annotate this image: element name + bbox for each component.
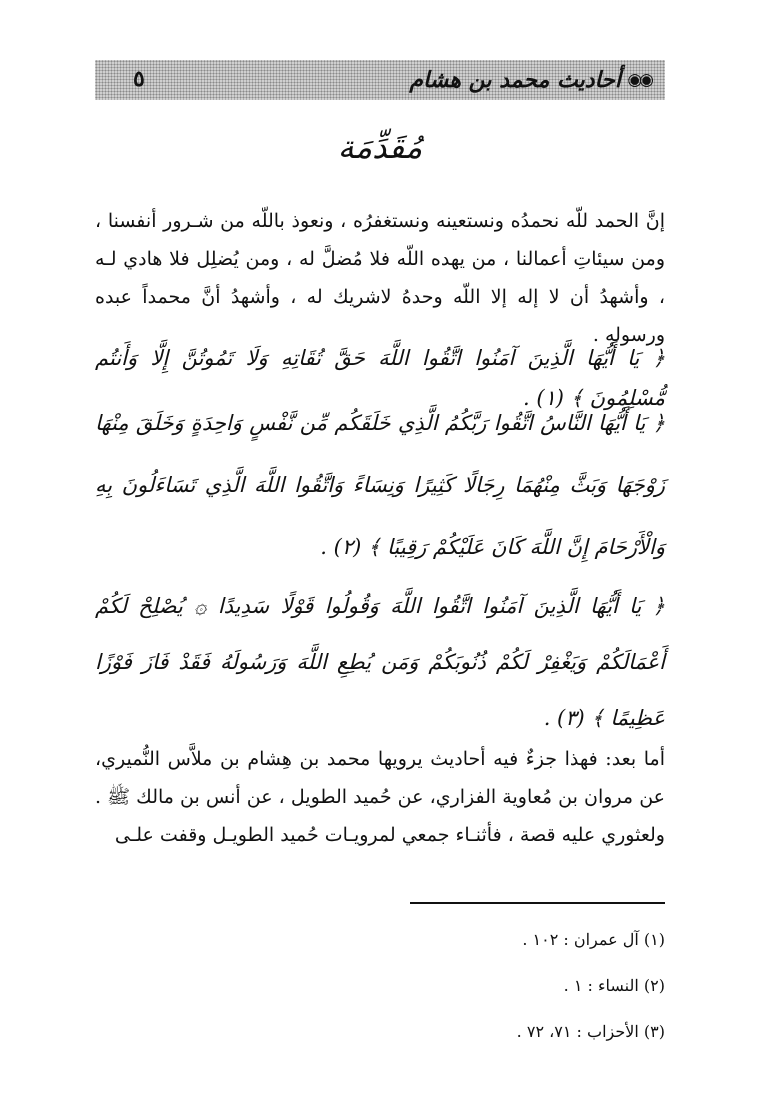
header-title: أحاديث محمد بن هشام: [409, 67, 621, 93]
footnote-1: (١) آل عمران : ١٠٢ .: [522, 930, 665, 949]
section-title: مُقَدِّمَة: [337, 128, 423, 166]
footnotes: [95, 928, 665, 1066]
quran-verse-1: ﴿ يَا أَيُّهَا الَّذِينَ آمَنُوا اتَّقُوا اللَّهَ حَقَّ تُقَاتِهِ وَلَا تَمُوتُنَّ إِلَّا وَأَنتُم مُّسْلِمُونَ ﴾ (١) .: [95, 346, 665, 410]
footnote-3: (٣) الأحزاب : ٧١، ٧٢ .: [516, 1022, 665, 1041]
footnote-2: (٢) النساء : ١ .: [563, 976, 665, 995]
running-header: [95, 60, 665, 100]
body-paragraph: أما بعد: فهذا جزءٌ فيه أحاديث يرويها محمد بن هِشام بن ملاَّس النُّميري، عن مروان بن مُعاوية الفزاري، عن حُميد الطويل ، عن أنس بن مالك ﷺ . ولعثوري عليه قصة ، فأثنـاء جمعي لمرويـات حُميد الطويـل وقفت علـى: [95, 748, 665, 846]
footnote-divider: [410, 902, 665, 904]
header-ornament-icon: ◉◉: [627, 70, 651, 90]
page-number: ٥: [133, 66, 145, 92]
quran-verse-2: ﴿ يَا أَيُّهَا النَّاسُ اتَّقُوا رَبَّكُمُ الَّذِي خَلَقَكُم مِّن نَّفْسٍ وَاحِدَةٍ وَخَلَقَ مِنْهَا زَوْجَهَا وَبَثَّ مِنْهُمَا رِجَالًا كَثِيرًا وَنِسَاءً وَاتَّقُوا اللَّهَ الَّذِي تَسَاءَلُونَ بِهِ وَالْأَرْحَامَ إِنَّ اللَّهَ كَانَ عَلَيْكُمْ رَقِيبًا ﴾ (٢) .: [95, 411, 665, 559]
quran-verse-3: ﴿ يَا أَيُّهَا الَّذِينَ آمَنُوا اتَّقُوا اللَّهَ وَقُولُوا قَوْلًا سَدِيدًا ۞ يُصْلِحْ لَكُمْ أَعْمَالَكُمْ وَيَغْفِرْ لَكُمْ ذُنُوبَكُمْ وَمَن يُطِعِ اللَّهَ وَرَسُولَهُ فَقَدْ فَازَ فَوْزًا عَظِيمًا ﴾ (٣) .: [95, 594, 665, 730]
intro-paragraph: إنَّ الحمد للّه نحمدُه ونستعينه ونستغفرُه ، ونعوذ باللّه من شـرور أنفسنا ، ومن سيئاتِ أعمالنا ، من يهده اللّه فلا مُضلَّ له ، ومن يُضلِل فلا هادي لـه ، وأشهدُ أن لا إله إلا اللّه وحدهُ لاشريك له ، وأشهدُ أنَّ محمداً عبده ورسوله .: [95, 210, 665, 346]
